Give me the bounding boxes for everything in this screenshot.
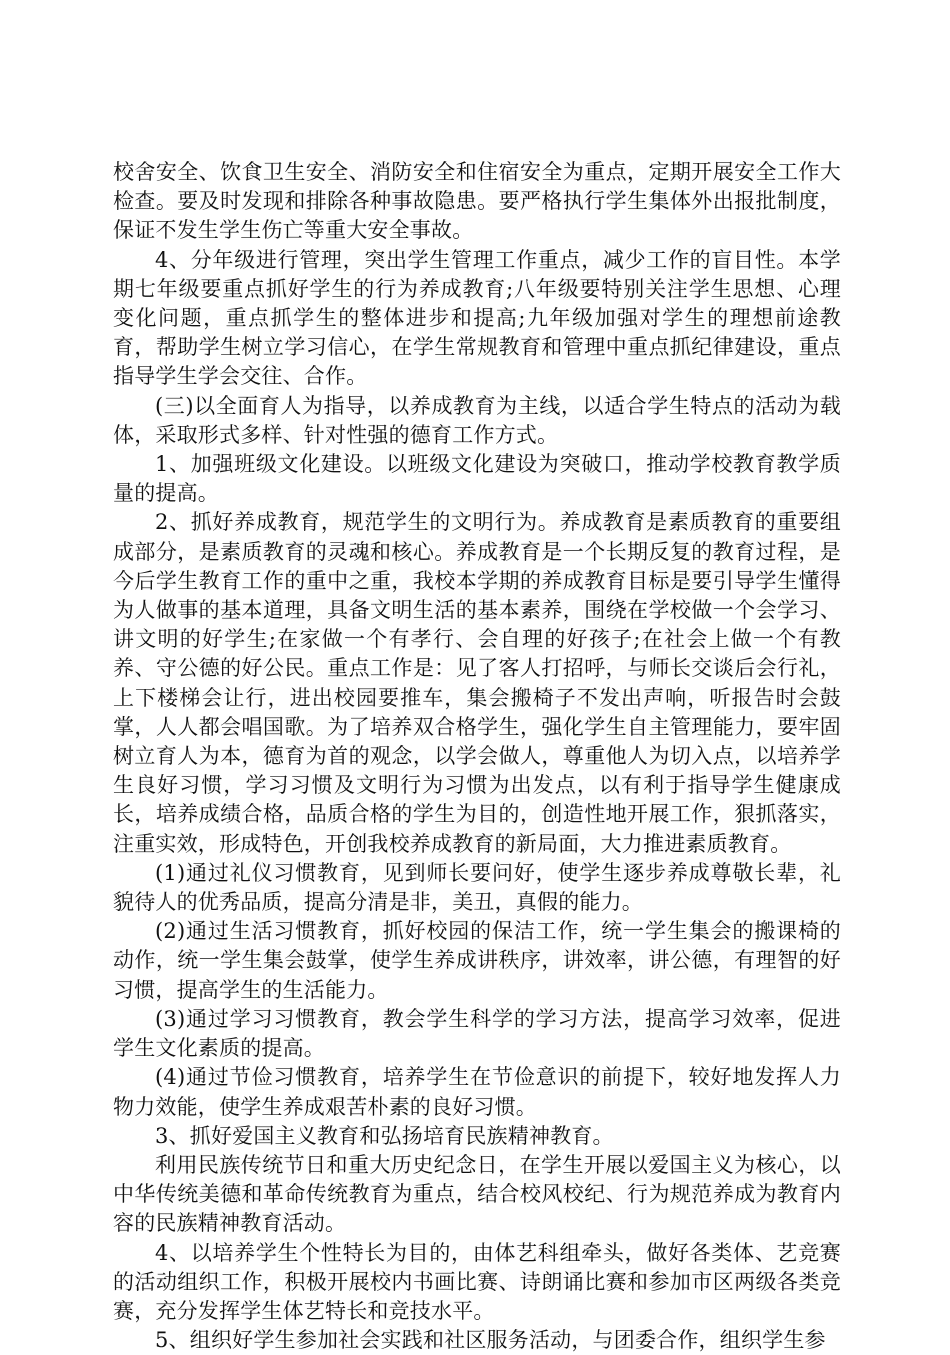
paragraph-national-spirit-activities: 利用民族传统节日和重大历史纪念日，在学生开展以爱国主义为核心，以中华传统美德和革命传统教育为重点，结合校风校纪、行为规范养成为教育内容的民族精神教育活动。 (113, 1152, 841, 1236)
paragraph-item-2-habit-education: 2、抓好养成教育，规范学生的文明行为。养成教育是素质教育的重要组成部分，是素质教育的灵魂和核心。养成教育是一个长期反复的教育过程，是今后学生教育工作的重中之重，我校本学期的养成教育目标是要引导学生懂得为人做事的基本道理，具备文明生活的基本素养，围绕在学校做一个会学习、讲文明的好学生;在家做一个有孝行、会自理的好孩子;在社会上做一个有教养、守公德的好公民。重点工作是：见了客人打招呼，与师长交谈后会行礼，上下楼梯会让行，进出校园要推车，集会搬椅子不发出声响，听报告时会鼓掌，人人都会唱国歌。为了培养双合格学生，强化学生自主管理能力，要牢固树立育人为本，德育为首的观念，以学会做人，尊重他人为切入点，以培养学生良好习惯，学习习惯及文明行为习惯为出发点，以有利于指导学生健康成长，培养成绩合格，品质合格的学生为目的，创造性地开展工作，狠抓落实，注重实效，形成特色，开创我校养成教育的新局面，大力推进素质教育。 (113, 510, 841, 856)
paragraph-sub-4-thrift-habits: (4)通过节俭习惯教育，培养学生在节俭意识的前提下，较好地发挥人力物力效能，使学生养成艰苦朴素的良好习惯。 (113, 1065, 841, 1119)
paragraph-item-4-grade-management: 4、分年级进行管理，突出学生管理工作重点，减少工作的盲目性。本学期七年级要重点抓好学生的行为养成教育;八年级要特别关注学生思想、心理变化问题，重点抓学生的整体进步和提高;九年级加强对学生的理想前途教育，帮助学生树立学习信心，在学生常规教育和管理中重点抓纪律建设，重点指导学生学会交往、合作。 (113, 247, 841, 389)
paragraph-item-1-class-culture: 1、加强班级文化建设。以班级文化建设为突破口，推动学校教育教学质量的提高。 (113, 452, 841, 506)
paragraph-sub-2-living-habits: (2)通过生活习惯教育，抓好校园的保洁工作，统一学生集会的搬课椅的动作，统一学生集会鼓掌，使学生养成讲秩序，讲效率，讲公德，有理智的好习惯，提高学生的生活能力。 (113, 919, 841, 1002)
paragraph-item-4-talents: 4、以培养学生个性特长为目的，由体艺科组牵头，做好各类体、艺竞赛的活动组织工作，积极开展校内书画比赛、诗朗诵比赛和参加市区两级各类竞赛，充分发挥学生体艺特长和竞技水平。 (113, 1240, 841, 1323)
paragraph-sub-3-study-habits: (3)通过学习习惯教育，教会学生科学的学习方法，提高学习效率，促进学生文化素质的提高。 (113, 1006, 841, 1061)
document-body (113, 158, 841, 1355)
paragraph-item-5-social-practice: 5、组织好学生参加社会实践和社区服务活动，与团委合作，组织学生参 (155, 1328, 826, 1353)
paragraph-item-3-patriotism: 3、抓好爱国主义教育和弘扬培育民族精神教育。 (155, 1123, 614, 1148)
paragraph-sub-1-etiquette: (1)通过礼仪习惯教育，见到师长要问好，使学生逐步养成尊敬长辈，礼貌待人的优秀品质，提高分清是非，美丑，真假的能力。 (113, 860, 841, 915)
paragraph-section-3: (三)以全面育人为指导，以养成教育为主线，以适合学生特点的活动为载体，采取形式多样、针对性强的德育工作方式。 (113, 393, 841, 447)
paragraph-continuation: 校舍安全、饮食卫生安全、消防安全和住宿安全为重点，定期开展安全工作大检查。要及时发现和排除各种事故隐患。要严格执行学生集体外出报批制度，保证不发生学生伤亡等重大安全事故。 (113, 160, 841, 243)
